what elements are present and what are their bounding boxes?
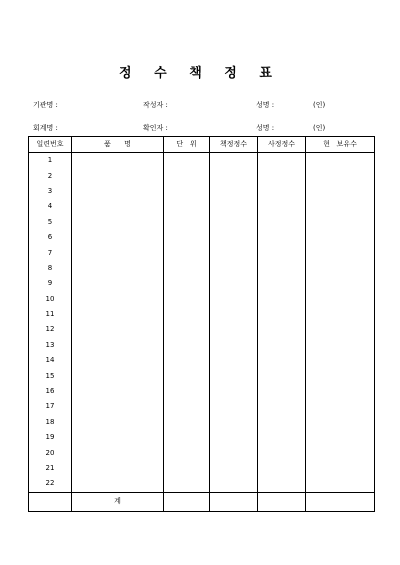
row-assessed-cell[interactable] bbox=[258, 430, 306, 445]
seal-mark-1: (인) bbox=[313, 101, 326, 109]
row-assessed-cell[interactable] bbox=[258, 461, 306, 476]
row-allotted-cell[interactable] bbox=[210, 307, 258, 322]
row-holdings-cell[interactable] bbox=[306, 368, 375, 383]
row-allotted-cell[interactable] bbox=[210, 168, 258, 183]
row-unit-cell[interactable] bbox=[164, 399, 210, 414]
row-item-name-cell[interactable] bbox=[72, 184, 164, 199]
table-row bbox=[29, 307, 375, 322]
row-unit-cell[interactable] bbox=[164, 445, 210, 460]
row-allotted-cell[interactable] bbox=[210, 276, 258, 291]
table-row bbox=[29, 353, 375, 368]
header-item-name: 품 명 bbox=[72, 137, 164, 153]
row-holdings-cell[interactable] bbox=[306, 168, 375, 183]
row-item-name-cell[interactable] bbox=[72, 476, 164, 492]
row-assessed-cell[interactable] bbox=[258, 199, 306, 214]
row-serial-number: 21 bbox=[29, 461, 72, 476]
header-unit: 단 위 bbox=[164, 137, 210, 153]
row-item-name-cell[interactable] bbox=[72, 415, 164, 430]
row-allotted-cell[interactable] bbox=[210, 476, 258, 492]
row-item-name-cell[interactable] bbox=[72, 215, 164, 230]
row-holdings-cell[interactable] bbox=[306, 384, 375, 399]
row-serial-number: 2 bbox=[29, 168, 72, 183]
row-serial-number: 5 bbox=[29, 215, 72, 230]
total-holdings-cell bbox=[306, 492, 375, 511]
table-row bbox=[29, 245, 375, 260]
row-holdings-cell[interactable] bbox=[306, 399, 375, 414]
header-allotted-quantity: 책정정수 bbox=[210, 137, 258, 153]
row-assessed-cell[interactable] bbox=[258, 292, 306, 307]
total-assessed-cell bbox=[258, 492, 306, 511]
name-label-2: 성명 : bbox=[256, 124, 275, 132]
total-serial-cell bbox=[29, 492, 72, 511]
name-label-1: 성명 : bbox=[256, 101, 275, 109]
row-holdings-cell[interactable] bbox=[306, 353, 375, 368]
table-row bbox=[29, 199, 375, 214]
row-serial-number: 18 bbox=[29, 415, 72, 430]
table-row bbox=[29, 292, 375, 307]
row-serial-number: 14 bbox=[29, 353, 72, 368]
row-assessed-cell[interactable] bbox=[258, 368, 306, 383]
row-item-name-cell[interactable] bbox=[72, 292, 164, 307]
row-unit-cell[interactable] bbox=[164, 230, 210, 245]
row-unit-cell[interactable] bbox=[164, 307, 210, 322]
row-unit-cell[interactable] bbox=[164, 384, 210, 399]
row-unit-cell[interactable] bbox=[164, 276, 210, 291]
row-unit-cell[interactable] bbox=[164, 168, 210, 183]
row-allotted-cell[interactable] bbox=[210, 322, 258, 337]
row-allotted-cell[interactable] bbox=[210, 153, 258, 169]
row-unit-cell[interactable] bbox=[164, 368, 210, 383]
row-unit-cell[interactable] bbox=[164, 292, 210, 307]
row-item-name-cell[interactable] bbox=[72, 245, 164, 260]
row-holdings-cell[interactable] bbox=[306, 261, 375, 276]
row-assessed-cell[interactable] bbox=[258, 184, 306, 199]
table-row bbox=[29, 399, 375, 414]
table-row bbox=[29, 430, 375, 445]
row-item-name-cell[interactable] bbox=[72, 445, 164, 460]
row-allotted-cell[interactable] bbox=[210, 261, 258, 276]
row-allotted-cell[interactable] bbox=[210, 384, 258, 399]
row-serial-number: 4 bbox=[29, 199, 72, 214]
total-allotted-cell bbox=[210, 492, 258, 511]
row-item-name-cell[interactable] bbox=[72, 199, 164, 214]
row-item-name-cell[interactable] bbox=[72, 399, 164, 414]
table-row bbox=[29, 384, 375, 399]
seal-mark-2: (인) bbox=[313, 124, 326, 132]
row-holdings-cell[interactable] bbox=[306, 230, 375, 245]
row-assessed-cell[interactable] bbox=[258, 245, 306, 260]
row-holdings-cell[interactable] bbox=[306, 415, 375, 430]
row-allotted-cell[interactable] bbox=[210, 338, 258, 353]
row-unit-cell[interactable] bbox=[164, 461, 210, 476]
row-holdings-cell[interactable] bbox=[306, 245, 375, 260]
row-item-name-cell[interactable] bbox=[72, 153, 164, 169]
row-serial-number: 19 bbox=[29, 430, 72, 445]
writer-label: 작성자 : bbox=[143, 101, 168, 109]
row-unit-cell[interactable] bbox=[164, 261, 210, 276]
row-allotted-cell[interactable] bbox=[210, 368, 258, 383]
row-item-name-cell[interactable] bbox=[72, 338, 164, 353]
row-item-name-cell[interactable] bbox=[72, 384, 164, 399]
table-row bbox=[29, 153, 375, 169]
row-holdings-cell[interactable] bbox=[306, 215, 375, 230]
row-assessed-cell[interactable] bbox=[258, 153, 306, 169]
row-allotted-cell[interactable] bbox=[210, 430, 258, 445]
row-assessed-cell[interactable] bbox=[258, 384, 306, 399]
table-row bbox=[29, 261, 375, 276]
total-row bbox=[29, 492, 375, 511]
row-holdings-cell[interactable] bbox=[306, 476, 375, 492]
row-holdings-cell[interactable] bbox=[306, 307, 375, 322]
row-assessed-cell[interactable] bbox=[258, 399, 306, 414]
row-assessed-cell[interactable] bbox=[258, 168, 306, 183]
row-serial-number: 6 bbox=[29, 230, 72, 245]
row-item-name-cell[interactable] bbox=[72, 307, 164, 322]
row-serial-number: 9 bbox=[29, 276, 72, 291]
row-serial-number: 22 bbox=[29, 476, 72, 492]
row-item-name-cell[interactable] bbox=[72, 461, 164, 476]
row-allotted-cell[interactable] bbox=[210, 245, 258, 260]
row-serial-number: 13 bbox=[29, 338, 72, 353]
row-assessed-cell[interactable] bbox=[258, 230, 306, 245]
row-item-name-cell[interactable] bbox=[72, 276, 164, 291]
table-row bbox=[29, 368, 375, 383]
row-allotted-cell[interactable] bbox=[210, 215, 258, 230]
row-item-name-cell[interactable] bbox=[72, 368, 164, 383]
table-row bbox=[29, 338, 375, 353]
table-row bbox=[29, 476, 375, 492]
row-item-name-cell[interactable] bbox=[72, 261, 164, 276]
row-holdings-cell[interactable] bbox=[306, 461, 375, 476]
row-holdings-cell[interactable] bbox=[306, 338, 375, 353]
row-allotted-cell[interactable] bbox=[210, 415, 258, 430]
header-current-holdings: 현 보유수 bbox=[306, 137, 375, 153]
table-row bbox=[29, 230, 375, 245]
table-row bbox=[29, 276, 375, 291]
row-assessed-cell[interactable] bbox=[258, 353, 306, 368]
row-allotted-cell[interactable] bbox=[210, 445, 258, 460]
row-holdings-cell[interactable] bbox=[306, 153, 375, 169]
row-holdings-cell[interactable] bbox=[306, 430, 375, 445]
row-unit-cell[interactable] bbox=[164, 430, 210, 445]
row-allotted-cell[interactable] bbox=[210, 292, 258, 307]
row-serial-number: 8 bbox=[29, 261, 72, 276]
row-holdings-cell[interactable] bbox=[306, 199, 375, 214]
row-holdings-cell[interactable] bbox=[306, 292, 375, 307]
row-unit-cell[interactable] bbox=[164, 322, 210, 337]
row-serial-number: 3 bbox=[29, 184, 72, 199]
row-unit-cell[interactable] bbox=[164, 184, 210, 199]
allocation-table bbox=[28, 136, 375, 512]
row-item-name-cell[interactable] bbox=[72, 168, 164, 183]
row-serial-number: 1 bbox=[29, 153, 72, 169]
row-assessed-cell[interactable] bbox=[258, 261, 306, 276]
row-unit-cell[interactable] bbox=[164, 415, 210, 430]
row-allotted-cell[interactable] bbox=[210, 230, 258, 245]
row-assessed-cell[interactable] bbox=[258, 445, 306, 460]
row-serial-number: 17 bbox=[29, 399, 72, 414]
row-serial-number: 11 bbox=[29, 307, 72, 322]
table-row bbox=[29, 445, 375, 460]
row-assessed-cell[interactable] bbox=[258, 307, 306, 322]
row-holdings-cell[interactable] bbox=[306, 184, 375, 199]
row-holdings-cell[interactable] bbox=[306, 322, 375, 337]
row-unit-cell[interactable] bbox=[164, 353, 210, 368]
agency-label: 기관명 : bbox=[33, 101, 58, 109]
row-unit-cell[interactable] bbox=[164, 153, 210, 169]
table-row bbox=[29, 184, 375, 199]
row-unit-cell[interactable] bbox=[164, 338, 210, 353]
confirmer-label: 확인자 : bbox=[143, 124, 168, 132]
row-item-name-cell[interactable] bbox=[72, 322, 164, 337]
total-label: 계 bbox=[72, 492, 164, 511]
row-unit-cell[interactable] bbox=[164, 245, 210, 260]
row-item-name-cell[interactable] bbox=[72, 230, 164, 245]
row-serial-number: 16 bbox=[29, 384, 72, 399]
table-row bbox=[29, 415, 375, 430]
row-assessed-cell[interactable] bbox=[258, 338, 306, 353]
total-unit-cell bbox=[164, 492, 210, 511]
row-holdings-cell[interactable] bbox=[306, 445, 375, 460]
row-serial-number: 10 bbox=[29, 292, 72, 307]
row-assessed-cell[interactable] bbox=[258, 215, 306, 230]
row-serial-number: 12 bbox=[29, 322, 72, 337]
accounting-label: 회계명 : bbox=[33, 124, 58, 132]
row-allotted-cell[interactable] bbox=[210, 353, 258, 368]
table-row bbox=[29, 461, 375, 476]
row-item-name-cell[interactable] bbox=[72, 430, 164, 445]
row-assessed-cell[interactable] bbox=[258, 276, 306, 291]
row-unit-cell[interactable] bbox=[164, 476, 210, 492]
row-holdings-cell[interactable] bbox=[306, 276, 375, 291]
table-row bbox=[29, 215, 375, 230]
row-allotted-cell[interactable] bbox=[210, 199, 258, 214]
row-assessed-cell[interactable] bbox=[258, 415, 306, 430]
table-row bbox=[29, 322, 375, 337]
row-serial-number: 20 bbox=[29, 445, 72, 460]
row-allotted-cell[interactable] bbox=[210, 184, 258, 199]
row-unit-cell[interactable] bbox=[164, 199, 210, 214]
table-row bbox=[29, 168, 375, 183]
row-allotted-cell[interactable] bbox=[210, 399, 258, 414]
row-unit-cell[interactable] bbox=[164, 215, 210, 230]
header-assessed-quantity: 사정정수 bbox=[258, 137, 306, 153]
row-item-name-cell[interactable] bbox=[72, 353, 164, 368]
row-serial-number: 15 bbox=[29, 368, 72, 383]
row-assessed-cell[interactable] bbox=[258, 322, 306, 337]
row-assessed-cell[interactable] bbox=[258, 476, 306, 492]
document-title: 정 수 책 정 표 bbox=[119, 66, 281, 81]
row-serial-number: 7 bbox=[29, 245, 72, 260]
table-header-row bbox=[29, 137, 375, 153]
row-allotted-cell[interactable] bbox=[210, 461, 258, 476]
header-serial-number: 일련번호 bbox=[29, 137, 72, 153]
